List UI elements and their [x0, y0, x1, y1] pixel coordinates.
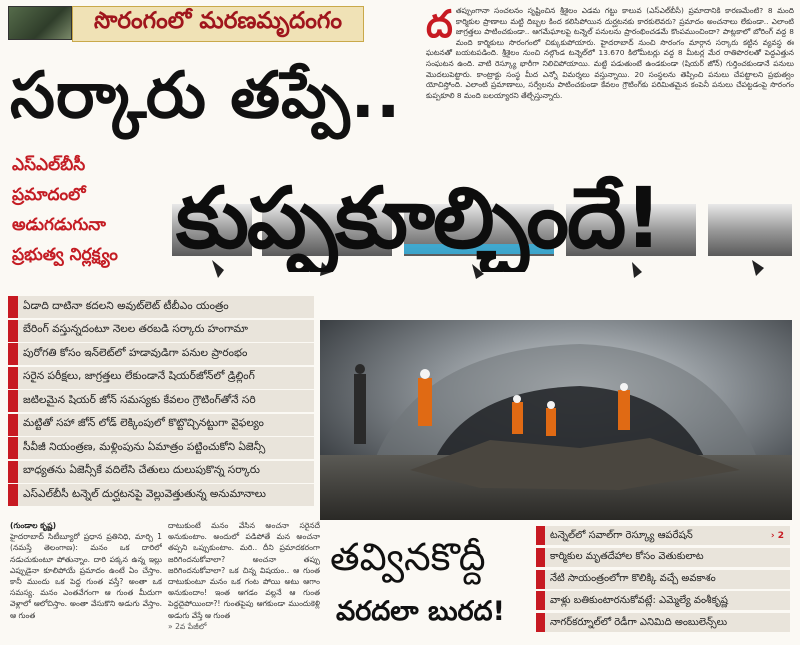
bullet-marker — [8, 437, 18, 459]
drop-cap: ద — [426, 6, 453, 46]
bullet-marker — [8, 296, 18, 318]
continued-text: 2వ పేజీలో — [175, 621, 207, 631]
bullet-marker — [8, 484, 18, 506]
key-point-text: మట్టితో సహా జోన్ లోడ్ లెక్కింపులో కొట్టొచ్చినట్టుగా వైఫల్యం — [23, 417, 264, 429]
related-item — [536, 613, 790, 632]
related-item — [536, 570, 790, 589]
intro-text: తప్పుంగానా సంచలనం సృష్టించిన శ్రీశైలం ఎడమ గట్టు కాలువ (ఎస్‌ఎల్‌బీసీ) ప్రమాదానికి కారణమేంటి? 8 మంది కార్మికుల ప్రాణాలు మట్టి దిబ్బల కింద కలిసిపోయిన దుర్ఘటనకు కారకులెవరు? ప్రమాదం అంచనాలు లేకుండా.. ఎలాంటి జాగ్రత్తలు పాటించకుండా.. ఆగమేఘాలపై టన్నెల్ పనులను ప్రారంభించడమే కొంపముంచిందా? పాట్లకాలో బోరింగ్ వద్ద 8 మంది కార్మికులు సొరంగంలో చిక్కుకుపోయారు. హైదరాబాద్ నుంచి సొరంగం మార్గాన సర్కారు కట్టిన వ్యవస్థ ఈ ఘటనతో బయటపడింది. శ్రీశైలం నుంచి నల్గొండ టన్నెల్‌లో 13.670 కిలోమీటర్లు వద్ద 8 మీటర్ల మేర రాతిపొరలతో పెద్దఎత్తున సంఘటన ఉంది. వాటి రెస్క్యూ భారీగా నిలిచిపోయాయి. మట్టి పడుతుంటే ఉండకుండా (షియర్ జోన్) గుర్తించకుండానే పనులు మొదలుపెట్టారు. కాంట్రాక్టు సంస్థ మీద ఎన్నో విమర్శలు వస్తున్నాయి. 20 సంస్థలను తెప్పించి పనులు చేపట్టాలని ప్రభుత్వం యోచిస్తోంది. ఎలాంటి ప్రమాణాలు, సర్వేలను పాటించకుండా కేవలం గ్రౌటింగ్‌కు పరిమితమైన కంపెనీ పనులు చేపట్టడంపై సొరంగం కుప్పకూలి 8 మంది బలయ్యారని తేల్చేస్తున్నారు. — [426, 6, 794, 100]
key-point-text: సీవీజీ నియంత్రణ, మళ్లింపును ఏమాత్రం పట్టించుకోని ఏజెన్సీ — [23, 440, 266, 453]
bullet-marker — [8, 343, 18, 365]
key-point-text: బాధ్యతను ఏజెన్సీకే వదిలేసి చేతులు దులుపుకొన్న సర్కారు — [23, 464, 260, 476]
main-headline: సర్కారు తప్పే.. — [10, 59, 402, 133]
key-point — [8, 461, 314, 483]
story-column-1 — [10, 520, 162, 640]
bullet-marker — [8, 414, 18, 436]
key-point — [8, 414, 314, 436]
sub-deck-line: ఎస్‌ఎల్‌బీసీ — [12, 155, 86, 175]
page-ref-number: 2 — [777, 530, 784, 541]
key-point — [8, 484, 314, 506]
related-item — [536, 548, 790, 567]
bullet-marker — [536, 613, 545, 632]
story-column-2 — [168, 520, 320, 640]
related-list — [536, 526, 790, 635]
bullet-marker — [536, 526, 545, 545]
sidebar-subtitle: వరదలా బురద! — [336, 596, 505, 627]
related-item-text: కార్మికుల మృతదేహాల కోసం వెతుకులాట — [550, 551, 704, 563]
key-point-text: బేరింగ్ వస్తున్నదంటూ నెలల తరబడి సర్కారు హంగామా — [23, 323, 249, 335]
bullet-marker — [8, 320, 18, 342]
story-text: దాటుకుంటే మనం వేసిన అంచనా సరైనదే అనుకుంటాం. అందులో పడిపోతే మన అంచనా తప్పని ఒప్పుకుంటాం. మరి.. దీని ప్రమాదకరంగా జరిగిందనుకోవాలా? అంచనా తప్పు జరిగిందనుకోవాలా? ఒక చిన్న విషయం.. ఆ గుంత దాటుకుంటూ మనం ఒక గంట పోయి అటు ఆగాం అనుకుందాం! ఇంత ఆగడం వల్లనే ఆ గుంత పెద్దదైపోయిందా?! గుంతపైపు ఆగకుండా ముందుకెళ్లి అడుగు వేస్తే ఆ గుంత — [168, 521, 320, 620]
key-point-text: పురోగతి కోసం ఇన్‌లెట్‌లో హడావుడిగా పనుల ప్రారంభం — [23, 346, 248, 359]
page-ref: › 2 — [770, 530, 784, 541]
key-point — [8, 343, 314, 365]
bullet-marker — [536, 548, 545, 567]
bullet-marker — [8, 461, 18, 483]
related-item-text: నాగర్‌కర్నూల్‌లో రెడీగా ఎనిమిది అంబులెన్స్‌లు — [550, 616, 728, 628]
key-point — [8, 296, 314, 318]
related-item-text: నేటి సాయంత్రంలోగా కొలిక్కి వచ్చే అవకాశం — [550, 573, 716, 585]
key-point — [8, 437, 314, 459]
key-point-text: సరైన పరీక్షలు, జాగ్రత్తలు లేకుండానే షియర్‌జోన్‌లో డ్రిల్లింగ్ — [23, 370, 255, 382]
bullet-marker — [8, 367, 18, 389]
sub-deck — [12, 150, 162, 278]
related-item-text: వాళ్లు బతికుంటారనుకోవట్లే: ఎమ్మెల్యే వంశీకృష్ణ — [550, 594, 728, 606]
related-item — [536, 591, 790, 610]
key-point — [8, 367, 314, 389]
sidebar-title: తవ్వినకొద్దీ — [330, 535, 486, 579]
continued-note: » 2వ పేజీలో — [168, 621, 207, 631]
byline: (గుండాల కృష్ణ) — [10, 521, 57, 530]
kicker-thumbnail — [8, 6, 72, 40]
kicker-label: సొరంగంలో మరణమృదంగం — [72, 6, 364, 42]
key-point-text: ఏడాది దాటినా కదలని అవుట్‌లెట్ టీబీఎం యంత్రం — [23, 299, 229, 312]
sub-deck-line: ప్రమాదంలో — [12, 185, 86, 205]
intro-paragraph — [426, 6, 794, 156]
sub-deck-line: అడుగడుగునా — [12, 215, 106, 235]
key-point — [8, 320, 314, 342]
sub-deck-line: ప్రభుత్వ నిర్లక్ష్యం — [12, 245, 118, 265]
tunnel-rescue-photo — [320, 320, 792, 520]
related-item — [536, 526, 790, 545]
bullet-marker — [536, 591, 545, 610]
key-points-list — [8, 296, 314, 508]
story-text: హైదరాబాద్ సిటీబ్యూరో ప్రధాన ప్రతినిధి, మార్చి 1 (నమస్తే తెలంగాణ): మనం ఒక దారిలో నడుచుకుంటూ పోతున్నాం. దారి పక్కన ఉన్న ఇల్లు ఎప్పుడైనా కూలిపోయే ప్రమాదం ఉంటే ఏం చేస్తాం. కానీ ముందు ఒక పెద్ద గుంత వస్తే? అంతా ఒక సమస్య. మనం ఎంతవేగంగా ఆ గుంత మీదుగా వెళ్లాలో ఆలోచిస్తాం. అంతా వేసుకొని అడుగు వేస్తాం. ఆ గుంత — [10, 532, 162, 620]
pipe-title: కుప్పకూల్చిందే! — [176, 169, 661, 267]
key-point-text: ఎస్‌ఎల్‌బీసీ టన్నెల్ దుర్ఘటనపై వెల్లువెత్తుతున్న అనుమానాలు — [23, 487, 266, 500]
bullet-marker — [8, 390, 18, 412]
related-item-text: టన్నెల్‌లో సవాల్‌గా రెస్క్యూ ఆపరేషన్ — [550, 529, 693, 541]
key-point-text: జటిలమైన షియర్ జోన్ సమస్యకు కేవలం గ్రౌటింగ్‌తోనే సరి — [23, 393, 256, 406]
bullet-marker — [536, 570, 545, 589]
key-point — [8, 390, 314, 412]
